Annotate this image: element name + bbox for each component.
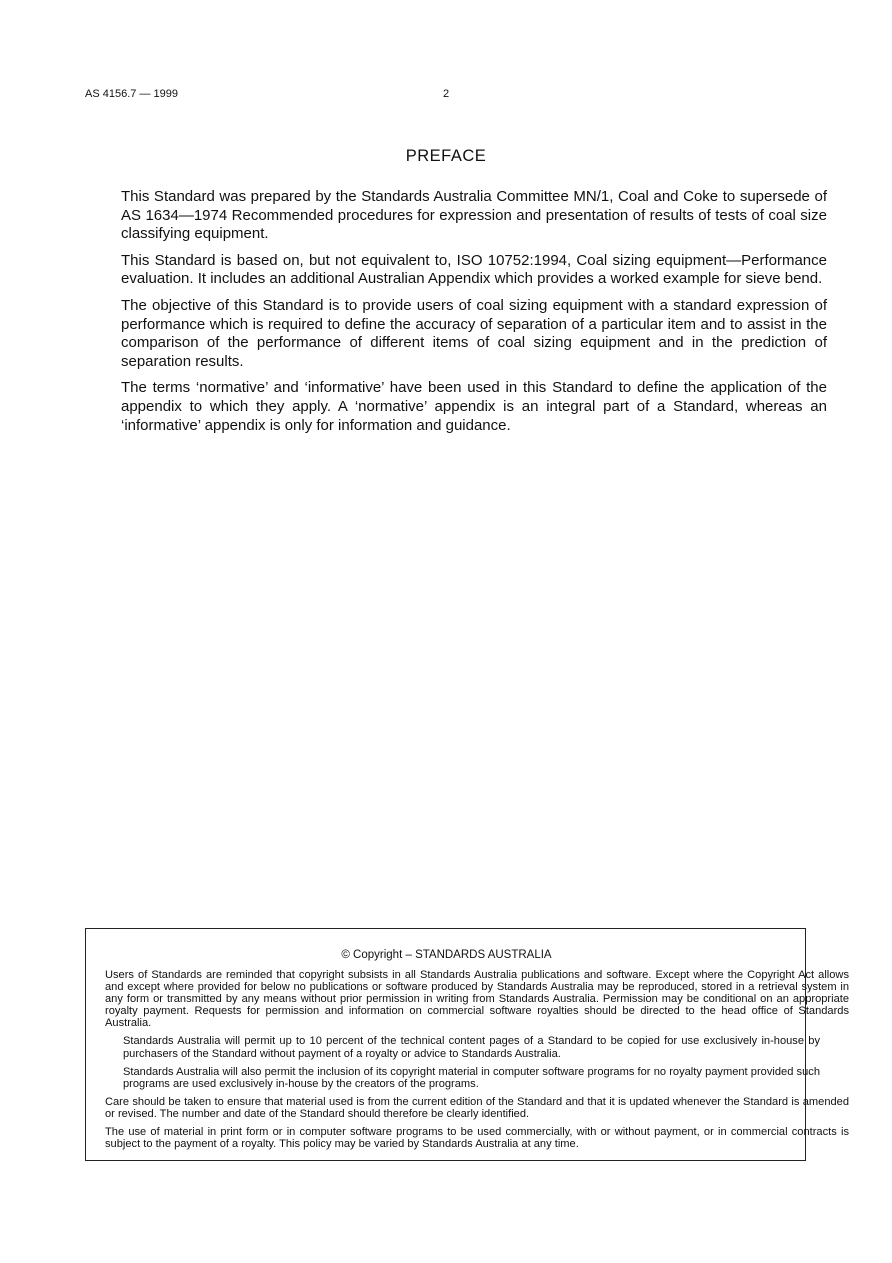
copyright-paragraph-1: Users of Standards are reminded that copyright subsists in all Standards Australia publications and software. Except where the Copyright Act allows and except where provided for below no publications or software produced by Standards Australia may be reproduced, stored in a retrieval system in any form or transmitted by any means without prior permission in writing from Standards Australia. Permission may be conditional on an appropriate royalty payment. Requests for permission and information on commercial software royalties should be directed to the head office of Standards Australia. (105, 969, 849, 1030)
copyright-paragraph-2: Standards Australia will permit up to 10 percent of the technical content pages of a Standard to be copied for use exclusively in-house by purchasers of the Standard without payment of a royalty or advice to Standards Australia. (123, 1035, 820, 1060)
standard-designation: AS 4156.7 — 1999 (85, 88, 178, 100)
preface-title: PREFACE (405, 147, 487, 165)
preface-body (121, 188, 827, 443)
preface-paragraph-4: The terms ‘normative’ and ‘informative’ have been used in this Standard to define the application of the appendix to which they apply. A ‘normative’ appendix is an integral part of a Standard, whereas an ‘informative’ appendix is only for information and guidance. (121, 379, 827, 434)
preface-paragraph-1: This Standard was prepared by the Standards Australia Committee MN/1, Coal and Coke to supersede of AS 1634—1974 Recommended procedures for expression and presentation of results of tests of coal size classifying equipment. (121, 188, 827, 243)
copyright-body (105, 969, 849, 1156)
page-number: 2 (443, 88, 450, 100)
preface-paragraph-3: The objective of this Standard is to provide users of coal sizing equipment with a standard expression of performance which is required to define the accuracy of separation of a particular item and to assist in the comparison of the performance of different items of coal sizing equipment and in the prediction of separation results. (121, 296, 827, 370)
copyright-notice-box (85, 928, 849, 1161)
copyright-paragraph-5: The use of material in print form or in computer software programs to be used commercially, with or without payment, or in commercial contracts is subject to the payment of a royalty. This policy may be varied by Standards Australia at any time. (105, 1126, 849, 1151)
copyright-title: © Copyright – STANDARDS AUSTRALIA (341, 949, 552, 961)
copyright-paragraph-3: Standards Australia will also permit the inclusion of its copyright material in computer software programs for no royalty payment provided such programs are used exclusively in-house by the creators of the programs. (123, 1065, 820, 1090)
preface-paragraph-2: This Standard is based on, but not equivalent to, ISO 10752:1994, Coal sizing equipment—Performance evaluation. It includes an additional Australian Appendix which provides a worked example for sieve bend. (121, 251, 827, 288)
copyright-paragraph-4: Care should be taken to ensure that material used is from the current edition of the Standard and that it is updated whenever the Standard is amended or revised. The number and date of the Standard should therefore be clearly identified. (105, 1095, 849, 1120)
